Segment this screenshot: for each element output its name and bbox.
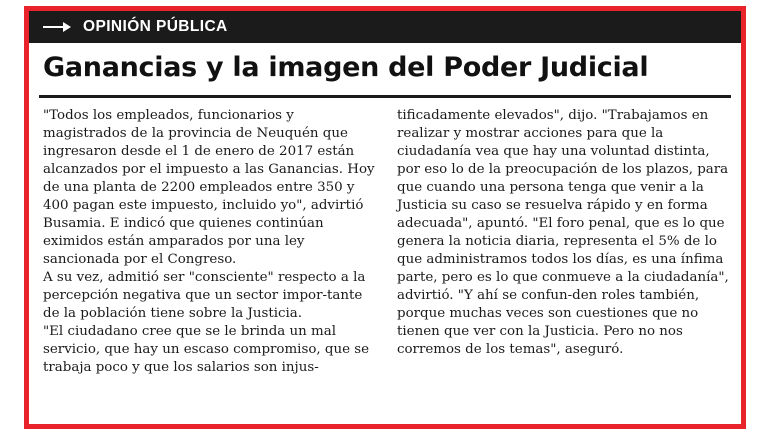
headline-wrap (29, 43, 741, 89)
paragraph: "Todos los empleados, funcionarios y magistrados de la provincia de Neuquén que ingresaron desde el 1 de enero de 2017 están alcanzados por el impuesto a las Ganancias. Hoy de una planta de 2200 empleados entre 350 y 400 pagan este impuesto, incluido yo", advirtió Busamia. E indicó que quienes continúan eximidos están amparados por una ley sancionada por el Congreso. (43, 107, 375, 267)
paragraph: tificadamente elevados", dijo. "Trabajamos en realizar y mostrar acciones para que la ciudadanía vea que hay una voluntad distinta, por eso lo de la preocupación de los plazos, para que cuando una persona tenga que venir a la Justicia su caso se resuelva rápido y en forma adecuada", apuntó. "El foro penal, que es lo que genera la noticia diaria, representa el 5% de lo que administramos todos los días, es una ínfima parte, pero es lo que conmueve a la ciudadanía", advirtió. "Y ahí se confun-den roles también, porque muchas veces son cuestiones que no tienen que ver con la Justicia. Pero no nos corremos de los temas", aseguró. (397, 107, 729, 358)
article-column-left (43, 107, 375, 377)
article-inner (29, 11, 741, 424)
arrow-right-icon (43, 20, 73, 34)
paragraph: A su vez, admitió ser "consciente" respecto a la percepción negativa que un sector impor-tante de la población tiene sobre la Justicia. (43, 269, 366, 322)
article-column-right (397, 107, 729, 377)
kicker-bar (29, 11, 741, 43)
kicker-label: OPINIÓN PÚBLICA (83, 18, 228, 35)
page-title: Ganancias y la imagen del Poder Judicial (43, 52, 649, 83)
article-body (29, 98, 741, 377)
paragraph: "El ciudadano cree que se le brinda un mal servicio, que hay un escaso compromiso, que se trabaja poco y que los salarios son injus- (43, 324, 370, 376)
